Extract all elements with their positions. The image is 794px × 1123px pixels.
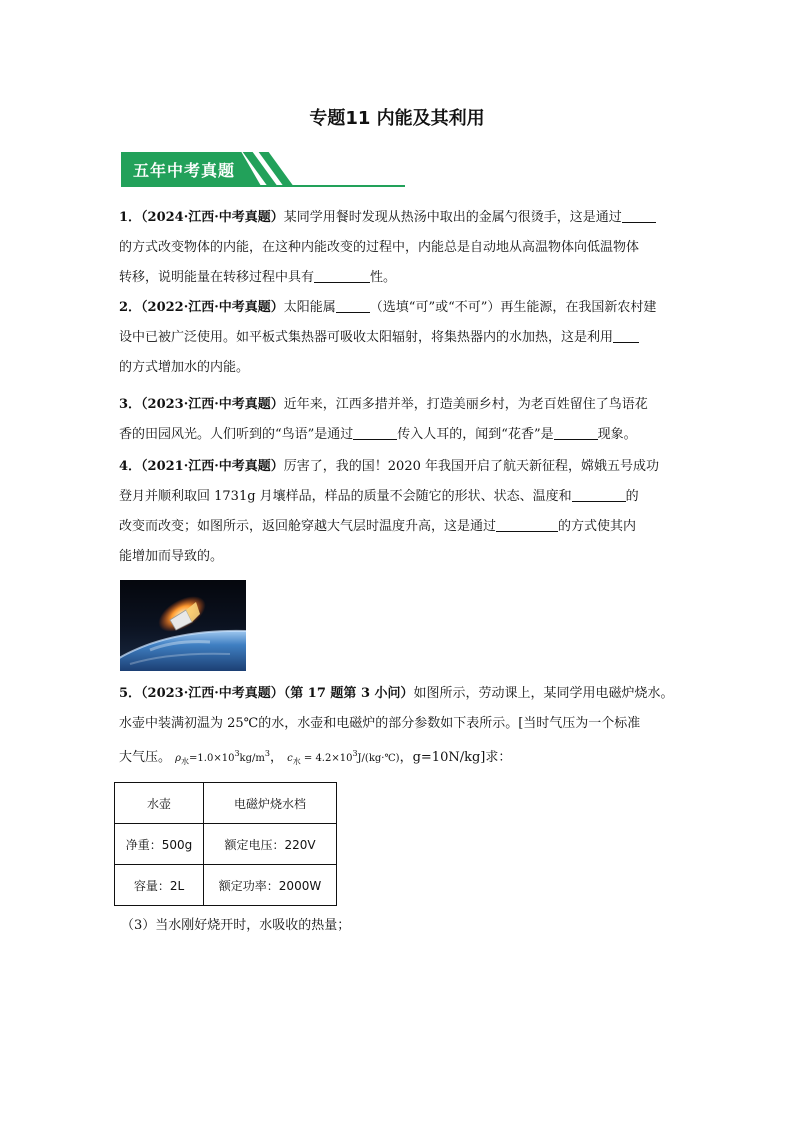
question-4-line-3: 改变而改变；如图所示，返回舱穿越大气层时温度升高，这是通过 的方式使其内 [119, 519, 637, 534]
table-cell: 容量：2L [115, 865, 204, 906]
banner-underline [121, 185, 405, 187]
question-5-line-1: 5．（2023·江西·中考真题）（第 17 题第 3 小问）如图所示，劳动课上，某同学用电磁炉烧水。 [119, 686, 674, 701]
reentry-capsule-image [120, 580, 246, 671]
question-1-line-3: 转移，说明能量在转移过程中具有 性。 [119, 270, 397, 285]
answer-blank [496, 517, 558, 532]
table-row [115, 783, 337, 824]
question-5-line-2: 水壶中装满初温为 25℃的水，水壶和电磁炉的部分参数如下表所示。[当时气压为一个标准 [119, 716, 641, 731]
answer-blank [622, 208, 656, 223]
question-5-line-3: 大气压。 $\rho_水=1.0\times 10^3kg/m^3$， $c_水$ = $4.2\times 10^3J/(kg\cdot℃)$，g=10N/kg]求： [119, 749, 512, 766]
question-4 [119, 452, 679, 572]
question-1-line-1: 1．（2024·江西·中考真题）某同学用餐时发现从热汤中取出的金属勺很烫手，这是通过 [119, 203, 679, 233]
parameter-table [114, 782, 337, 906]
question-tag: 5．（2023·江西·中考真题）（第 17 题第 3 小问） [119, 686, 414, 701]
answer-blank [613, 328, 639, 343]
answer-blank [572, 487, 626, 502]
table-header-cell: 水壶 [115, 783, 204, 824]
table-cell: 净重：500g [115, 824, 204, 865]
answer-blank [353, 425, 397, 440]
question-1 [119, 203, 679, 293]
reentry-capsule-illustration [120, 580, 246, 671]
question-4-line-4: 能增加而导致的。 [119, 549, 224, 564]
question-5 [119, 679, 679, 777]
answer-blank [336, 298, 370, 313]
table-cell: 额定功率：2000W [204, 865, 337, 906]
question-2-line-3: 的方式增加水的内能。 [119, 360, 250, 375]
question-3 [119, 390, 679, 450]
question-2-line-1: 2．（2022·江西·中考真题）太阳能属 （选填“可”或“不可”）再生能源，在我国新农村建 [119, 300, 657, 315]
question-4-line-1: 4．（2021·江西·中考真题）厉害了，我的国！2020 年我国开启了航天新征程，嫦娥五号成功 [119, 459, 659, 474]
table-cell: 额定电压：220V [204, 824, 337, 865]
question-tag: 2．（2022·江西·中考真题） [119, 300, 284, 315]
density-formula: $\rho_水=1.0\times 10^3kg/m^3$ [175, 749, 270, 766]
table-header-cell: 电磁炉烧水档 [204, 783, 337, 824]
question-2 [119, 293, 679, 383]
question-2-line-2: 设中已被广泛使用。如平板式集热器可吸收太阳辐射，将集热器内的水加热，这是利用 [119, 323, 679, 353]
specific-heat-formula: $c_水$ = $4.2\times 10^3J/(kg\cdot℃)$ [287, 749, 400, 766]
question-tag: 4．（2021·江西·中考真题） [119, 459, 284, 474]
question-1-line-2: 的方式改变物体的内能，在这种内能改变的过程中，内能总是自动地从高温物体向低温物体 [119, 240, 640, 255]
question-4-line-2: 登月并顺利取回 1731g 月壤样品，样品的质量不会随它的形状、状态、温度和 的 [119, 489, 639, 504]
question-tag: 3．（2023·江西·中考真题） [119, 397, 284, 412]
table-row [115, 824, 337, 865]
section-banner [121, 152, 406, 188]
table-row [115, 865, 337, 906]
page-title: 专题11 内能及其利用 [309, 108, 485, 129]
question-3-line-1: 3．（2023·江西·中考真题）近年来，江西多措并举，打造美丽乡村，为老百姓留住了鸟语花 [119, 397, 648, 412]
section-label: 五年中考真题 [133, 161, 236, 180]
answer-blank [554, 425, 598, 440]
question-3-line-2: 香的田园风光。人们听到的“鸟语”是通过 传入人耳的，闻到“花香”是 现象。 [119, 427, 637, 442]
question-tag: 1．（2024·江西·中考真题） [119, 210, 284, 225]
sub-question-3: （3）当水刚好烧开时，水吸收的热量； [121, 918, 351, 933]
answer-blank [314, 268, 370, 283]
